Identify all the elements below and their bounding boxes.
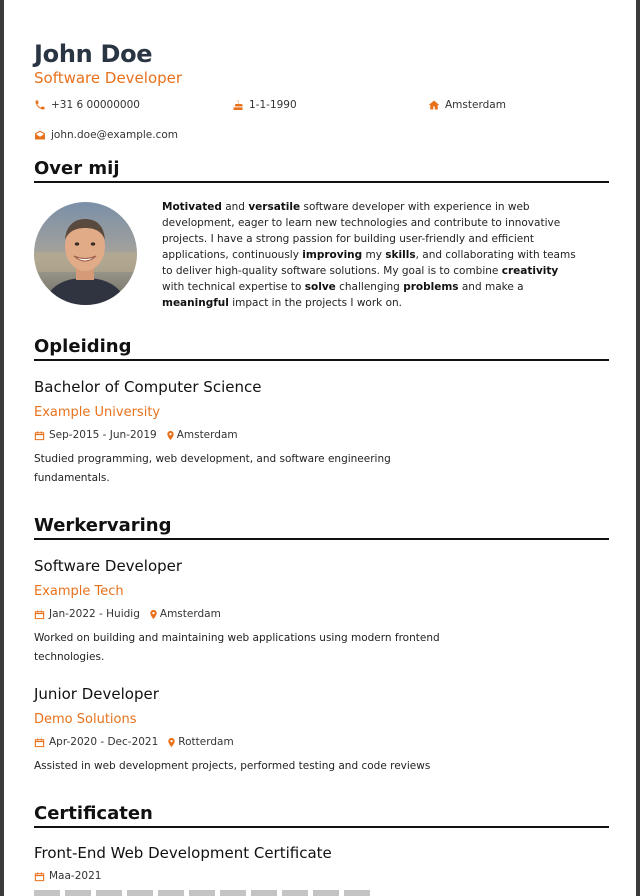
full-name: John Doe bbox=[34, 40, 153, 68]
about-word: solve bbox=[304, 281, 336, 293]
experience-description: Worked on building and maintaining web applications using modern frontend technologies. bbox=[34, 632, 440, 663]
education-school: Example University bbox=[34, 405, 161, 420]
calendar-icon bbox=[34, 737, 45, 748]
about-text-fragment: software developer with experience in web development, eager to learn new technologies and contribute to innovative projects. I have a strong passion for building user-friendly and efficient applications, continuously bbox=[162, 201, 561, 261]
education-description: Studied programming, web development, and software engineering fundamentals. bbox=[34, 453, 391, 484]
experience-location: Rotterdam bbox=[178, 736, 234, 748]
experience-section-title: Werkervaring bbox=[34, 515, 609, 540]
experience-role: Junior Developer bbox=[34, 685, 159, 703]
envelope-icon bbox=[34, 129, 46, 141]
certificate-name: Front-End Web Development Certificate bbox=[34, 844, 332, 862]
contact-city bbox=[428, 99, 506, 111]
education-location: Amsterdam bbox=[176, 429, 238, 441]
location-pin-icon bbox=[165, 430, 176, 441]
location-pin-icon bbox=[148, 609, 159, 620]
experience-location: Amsterdam bbox=[159, 608, 221, 620]
about-word: improving bbox=[302, 249, 363, 261]
experience-company: Example Tech bbox=[34, 584, 124, 599]
avatar bbox=[34, 202, 137, 305]
phone-text: +31 6 00000000 bbox=[51, 99, 140, 111]
about-word: Motivated bbox=[162, 201, 222, 213]
about-text-fragment: with technical expertise to bbox=[162, 281, 305, 293]
education-dates: Sep-2015 - Jun-2019 bbox=[49, 429, 157, 441]
profile-photo bbox=[34, 202, 137, 305]
about-text bbox=[162, 199, 582, 311]
birthday-cake-icon bbox=[232, 99, 244, 111]
cv-page bbox=[4, 0, 636, 896]
experience-company: Demo Solutions bbox=[34, 712, 137, 727]
job-title: Software Developer bbox=[34, 69, 183, 87]
about-word: skills bbox=[385, 249, 416, 261]
about-text-fragment: impact in the projects I work on. bbox=[228, 297, 402, 309]
about-word: creativity bbox=[501, 265, 559, 277]
calendar-icon bbox=[34, 871, 45, 882]
experience-meta bbox=[34, 608, 221, 620]
email-text: john.doe@example.com bbox=[51, 129, 178, 141]
city-text: Amsterdam bbox=[445, 99, 506, 111]
certificate-date: Maa-2021 bbox=[49, 870, 102, 882]
about-text-fragment: and bbox=[221, 201, 249, 213]
experience-dates: Apr-2020 - Dec-2021 bbox=[49, 736, 159, 748]
about-word: problems bbox=[403, 281, 459, 293]
education-meta bbox=[34, 429, 238, 441]
contact-phone bbox=[34, 99, 140, 111]
about-word: meaningful bbox=[162, 297, 229, 309]
education-degree: Bachelor of Computer Science bbox=[34, 378, 262, 396]
certificates-section-title: Certificaten bbox=[34, 803, 609, 828]
experience-dates: Jan-2022 - Huidig bbox=[49, 608, 140, 620]
home-icon bbox=[428, 99, 440, 111]
about-word: versatile bbox=[248, 201, 301, 213]
about-section-title: Over mij bbox=[34, 158, 609, 183]
experience-role: Software Developer bbox=[34, 557, 183, 575]
birthdate-text: 1-1-1990 bbox=[249, 99, 297, 111]
calendar-icon bbox=[34, 609, 45, 620]
education-section-title: Opleiding bbox=[34, 336, 609, 361]
location-pin-icon bbox=[166, 737, 177, 748]
phone-icon bbox=[34, 99, 46, 111]
experience-meta bbox=[34, 736, 234, 748]
cut-off-text bbox=[34, 890, 374, 896]
calendar-icon bbox=[34, 430, 45, 441]
experience-description: Assisted in web development projects, performed testing and code reviews bbox=[34, 760, 431, 772]
contact-email bbox=[34, 129, 178, 141]
about-text-fragment: challenging bbox=[335, 281, 404, 293]
certificate-meta bbox=[34, 870, 109, 882]
about-text-fragment: my bbox=[362, 249, 386, 261]
about-text-fragment: and make a bbox=[458, 281, 524, 293]
about-text-fragment: , and collaborating with teams to deliver high-quality software solutions. My goal is to combine bbox=[162, 249, 576, 277]
contact-birthdate bbox=[232, 99, 297, 111]
